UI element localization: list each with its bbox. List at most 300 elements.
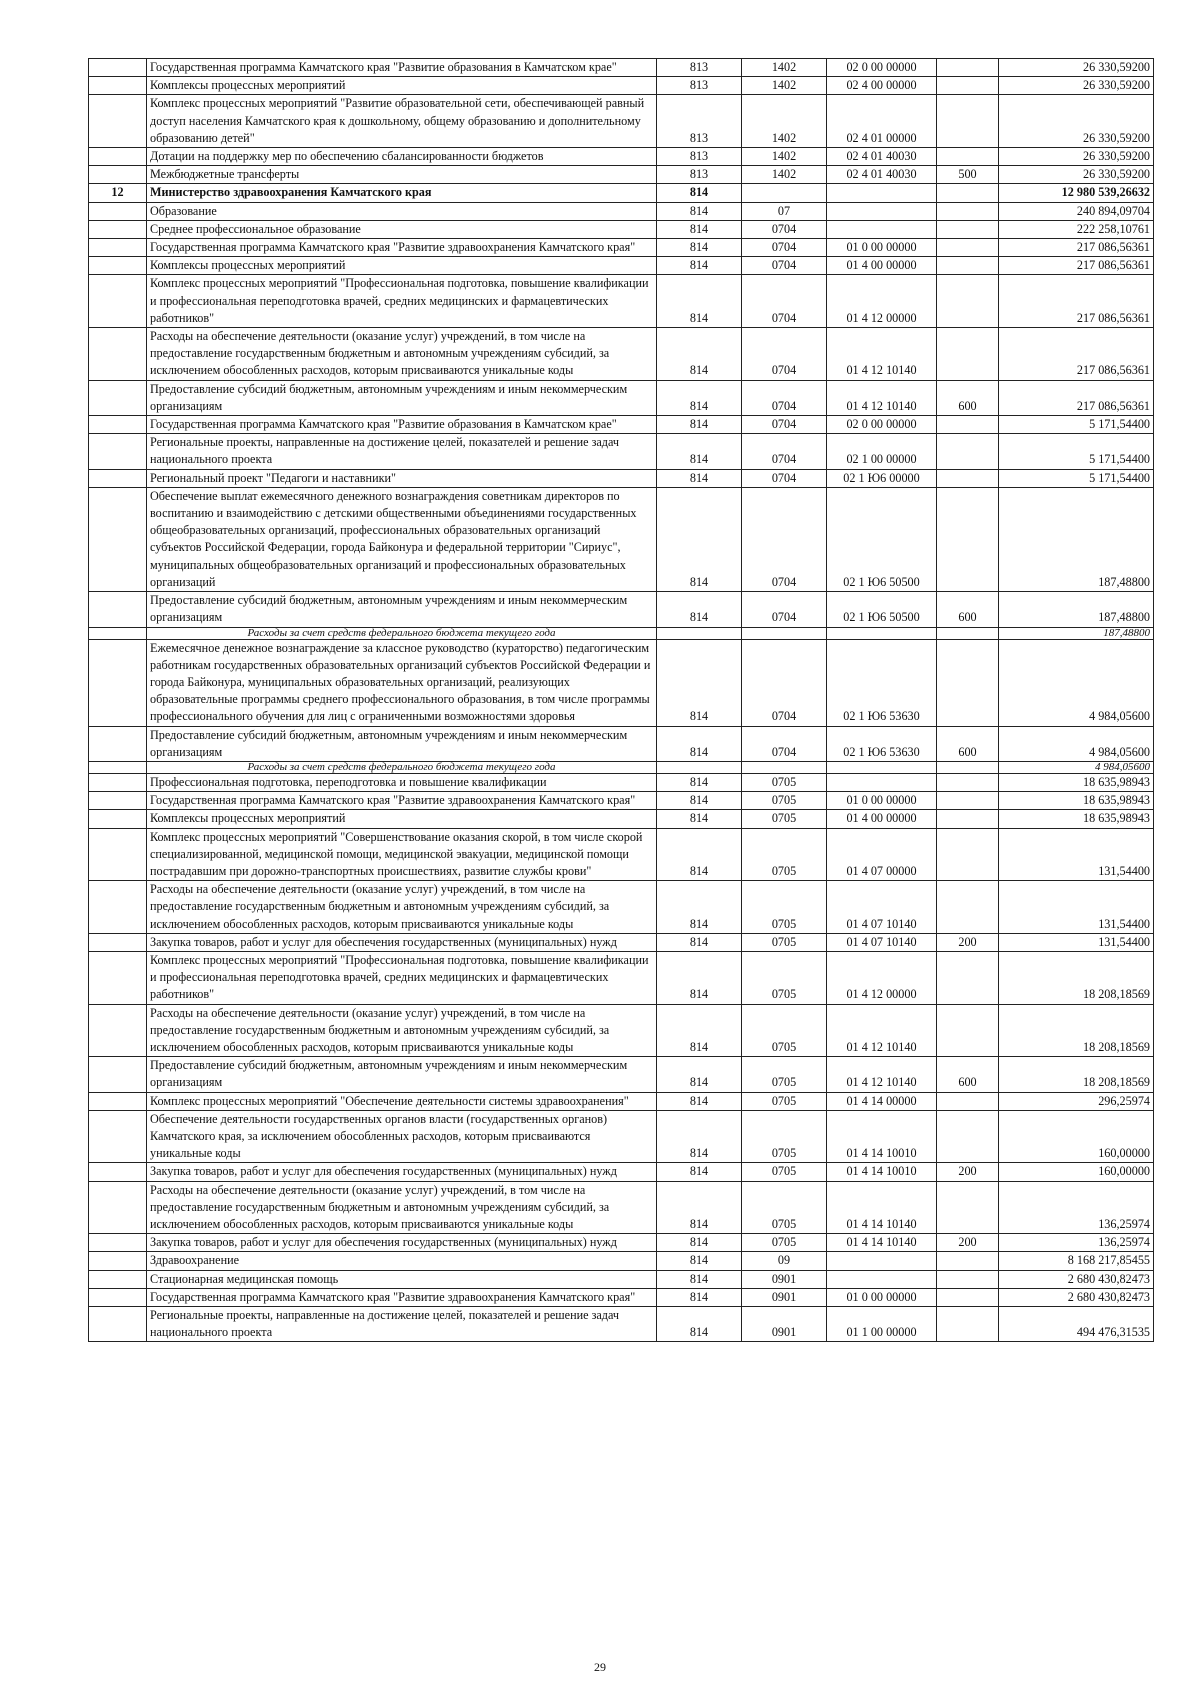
amount-cell: 18 635,98943 [999, 792, 1154, 810]
budget-row [89, 639, 1154, 726]
budget-row [89, 1092, 1154, 1110]
row-number-cell [89, 1004, 147, 1057]
expense-type-code-cell [937, 239, 999, 257]
item-name-cell: Комплексы процессных мероприятий [147, 810, 657, 828]
budget-row [89, 1288, 1154, 1306]
expense-type-code-cell [937, 416, 999, 434]
target-item-code-cell [827, 627, 937, 639]
section-code-cell: 0704 [742, 434, 827, 469]
row-number-cell [89, 469, 147, 487]
row-number-cell [89, 1234, 147, 1252]
row-number-cell [89, 166, 147, 184]
item-name-cell: Комплекс процессных мероприятий "Совершенствование оказания скорой, в том числе скорой специализированной, медицинской помощи, медицинской эвакуации, медицинской помощи пострадавшим при дорожно-транспортных происшествиях, развитие службы крови" [147, 828, 657, 881]
target-item-code-cell: 01 1 00 00000 [827, 1307, 937, 1342]
target-item-code-cell: 01 4 12 10140 [827, 1057, 937, 1092]
target-item-code-cell: 01 0 00 00000 [827, 792, 937, 810]
grbs-code-cell: 814 [657, 328, 742, 381]
expense-type-code-cell: 600 [937, 592, 999, 627]
amount-cell: 187,48800 [999, 592, 1154, 627]
amount-cell: 217 086,56361 [999, 380, 1154, 415]
amount-cell: 26 330,59200 [999, 148, 1154, 166]
item-name-cell: Стационарная медицинская помощь [147, 1270, 657, 1288]
row-number-cell [89, 828, 147, 881]
row-number-cell [89, 592, 147, 627]
row-number-cell [89, 380, 147, 415]
expense-type-code-cell [937, 59, 999, 77]
expense-type-code-cell [937, 1252, 999, 1270]
section-code-cell: 0704 [742, 592, 827, 627]
item-name-cell: Расходы за счет средств федерального бюджета текущего года [147, 627, 657, 639]
row-number-cell [89, 639, 147, 726]
expense-type-code-cell: 600 [937, 380, 999, 415]
grbs-code-cell: 814 [657, 434, 742, 469]
budget-row [89, 239, 1154, 257]
grbs-code-cell [657, 761, 742, 773]
amount-cell: 8 168 217,85455 [999, 1252, 1154, 1270]
budget-row [89, 220, 1154, 238]
expense-type-code-cell [937, 810, 999, 828]
expense-type-code-cell [937, 275, 999, 328]
budget-row [89, 1234, 1154, 1252]
item-name-cell: Дотации на поддержку мер по обеспечению сбалансированности бюджетов [147, 148, 657, 166]
row-number-cell [89, 1092, 147, 1110]
row-number-cell [89, 792, 147, 810]
grbs-code-cell: 814 [657, 1252, 742, 1270]
expense-type-code-cell [937, 1092, 999, 1110]
section-code-cell: 0704 [742, 275, 827, 328]
grbs-code-cell: 814 [657, 810, 742, 828]
item-name-cell: Закупка товаров, работ и услуг для обеспечения государственных (муниципальных) нужд [147, 1163, 657, 1181]
section-code-cell [742, 627, 827, 639]
item-name-cell: Комплекс процессных мероприятий "Профессиональная подготовка, повышение квалификации и профессиональная переподготовка врачей, средних медицинских и фармацевтических работников" [147, 951, 657, 1004]
target-item-code-cell: 02 1 Ю6 53630 [827, 639, 937, 726]
target-item-code-cell [827, 184, 937, 202]
target-item-code-cell: 01 4 12 10140 [827, 1004, 937, 1057]
budget-row [89, 726, 1154, 761]
grbs-code-cell: 814 [657, 881, 742, 934]
amount-cell: 18 208,18569 [999, 951, 1154, 1004]
target-item-code-cell: 01 4 14 10010 [827, 1163, 937, 1181]
amount-cell: 296,25974 [999, 1092, 1154, 1110]
grbs-code-cell: 814 [657, 487, 742, 591]
amount-cell: 136,25974 [999, 1234, 1154, 1252]
budget-row [89, 951, 1154, 1004]
grbs-code-cell: 814 [657, 1307, 742, 1342]
section-code-cell: 0901 [742, 1307, 827, 1342]
grbs-code-cell: 814 [657, 239, 742, 257]
item-name-cell: Расходы на обеспечение деятельности (оказание услуг) учреждений, в том числе на предоставление государственным бюджетным и автономным учреждениям субсидий, за исключением обособленных расходов, которым присваиваются уникальные коды [147, 881, 657, 934]
item-name-cell: Межбюджетные трансферты [147, 166, 657, 184]
target-item-code-cell [827, 1270, 937, 1288]
section-code-cell: 0705 [742, 951, 827, 1004]
item-name-cell: Среднее профессиональное образование [147, 220, 657, 238]
expense-type-code-cell [937, 627, 999, 639]
target-item-code-cell [827, 1252, 937, 1270]
grbs-code-cell: 814 [657, 1092, 742, 1110]
target-item-code-cell: 01 4 14 00000 [827, 1092, 937, 1110]
grbs-code-cell: 813 [657, 95, 742, 148]
section-code-cell: 1402 [742, 95, 827, 148]
grbs-code-cell: 813 [657, 148, 742, 166]
target-item-code-cell: 01 0 00 00000 [827, 1288, 937, 1306]
target-item-code-cell: 02 1 Ю6 50500 [827, 592, 937, 627]
row-number-cell [89, 328, 147, 381]
section-code-cell: 0704 [742, 416, 827, 434]
item-name-cell: Обеспечение деятельности государственных органов власти (государственных органов) Камчатского края, за исключением обособленных расходов, которым присваиваются уникальные коды [147, 1110, 657, 1163]
row-number-cell [89, 275, 147, 328]
section-code-cell: 0704 [742, 639, 827, 726]
amount-cell: 2 680 430,82473 [999, 1288, 1154, 1306]
expense-type-code-cell [937, 1270, 999, 1288]
item-name-cell: Предоставление субсидий бюджетным, автономным учреждениям и иным некоммерческим организациям [147, 380, 657, 415]
budget-row [89, 1057, 1154, 1092]
row-number-cell [89, 1163, 147, 1181]
row-number-cell [89, 810, 147, 828]
expense-type-code-cell [937, 1181, 999, 1234]
row-number-cell [89, 761, 147, 773]
budget-row [89, 1004, 1154, 1057]
item-name-cell: Предоставление субсидий бюджетным, автономным учреждениям и иным некоммерческим организациям [147, 726, 657, 761]
grbs-code-cell: 814 [657, 275, 742, 328]
section-code-cell: 0705 [742, 1057, 827, 1092]
expense-type-code-cell [937, 184, 999, 202]
target-item-code-cell: 02 1 00 00000 [827, 434, 937, 469]
amount-cell: 131,54400 [999, 933, 1154, 951]
expense-type-code-cell: 200 [937, 1163, 999, 1181]
grbs-code-cell: 814 [657, 1288, 742, 1306]
expense-type-code-cell [937, 95, 999, 148]
section-code-cell: 0704 [742, 220, 827, 238]
item-name-cell: Образование [147, 202, 657, 220]
section-code-cell: 0705 [742, 828, 827, 881]
amount-cell: 217 086,56361 [999, 257, 1154, 275]
federal-funds-note-row [89, 627, 1154, 639]
budget-row [89, 773, 1154, 791]
amount-cell: 240 894,09704 [999, 202, 1154, 220]
grbs-code-cell: 814 [657, 1110, 742, 1163]
section-code-cell: 09 [742, 1252, 827, 1270]
expense-type-code-cell [937, 1110, 999, 1163]
amount-cell: 5 171,54400 [999, 469, 1154, 487]
amount-cell: 217 086,56361 [999, 239, 1154, 257]
item-name-cell: Региональный проект "Педагоги и наставники" [147, 469, 657, 487]
section-code-cell: 0705 [742, 1163, 827, 1181]
expense-type-code-cell [937, 434, 999, 469]
target-item-code-cell: 01 4 14 10010 [827, 1110, 937, 1163]
grbs-code-cell: 814 [657, 202, 742, 220]
grbs-code-cell: 813 [657, 166, 742, 184]
grbs-code-cell: 814 [657, 792, 742, 810]
section-code-cell: 0705 [742, 1181, 827, 1234]
amount-cell: 160,00000 [999, 1163, 1154, 1181]
row-number-cell [89, 773, 147, 791]
budget-table [88, 58, 1154, 1342]
target-item-code-cell: 01 4 12 00000 [827, 275, 937, 328]
row-number-cell [89, 933, 147, 951]
item-name-cell: Комплекс процессных мероприятий "Обеспечение деятельности системы здравоохранения" [147, 1092, 657, 1110]
budget-row [89, 933, 1154, 951]
grbs-code-cell: 814 [657, 1234, 742, 1252]
row-number-cell [89, 220, 147, 238]
grbs-code-cell: 814 [657, 1270, 742, 1288]
section-code-cell: 07 [742, 202, 827, 220]
section-code-cell: 0704 [742, 328, 827, 381]
expense-type-code-cell: 200 [937, 933, 999, 951]
grbs-code-cell: 814 [657, 1004, 742, 1057]
amount-cell: 12 980 539,26632 [999, 184, 1154, 202]
budget-row [89, 257, 1154, 275]
budget-row [89, 592, 1154, 627]
section-code-cell: 0705 [742, 1234, 827, 1252]
grbs-code-cell: 813 [657, 59, 742, 77]
section-code-cell: 0705 [742, 1110, 827, 1163]
row-number-cell [89, 77, 147, 95]
item-name-cell: Расходы на обеспечение деятельности (оказание услуг) учреждений, в том числе на предоставление государственным бюджетным и автономным учреждениям субсидий, за исключением обособленных расходов, которым присваиваются уникальные коды [147, 1004, 657, 1057]
amount-cell: 4 984,05600 [999, 726, 1154, 761]
target-item-code-cell: 01 4 07 10140 [827, 933, 937, 951]
grbs-code-cell: 814 [657, 1057, 742, 1092]
amount-cell: 136,25974 [999, 1181, 1154, 1234]
target-item-code-cell: 02 1 Ю6 00000 [827, 469, 937, 487]
item-name-cell: Профессиональная подготовка, переподготовка и повышение квалификации [147, 773, 657, 791]
target-item-code-cell [827, 202, 937, 220]
section-code-cell [742, 184, 827, 202]
budget-row [89, 1110, 1154, 1163]
amount-cell: 131,54400 [999, 881, 1154, 934]
budget-row [89, 469, 1154, 487]
budget-row [89, 487, 1154, 591]
amount-cell: 18 635,98943 [999, 773, 1154, 791]
amount-cell: 18 635,98943 [999, 810, 1154, 828]
amount-cell: 222 258,10761 [999, 220, 1154, 238]
grbs-code-cell: 814 [657, 933, 742, 951]
item-name-cell: Государственная программа Камчатского края "Развитие здравоохранения Камчатского края" [147, 239, 657, 257]
target-item-code-cell: 02 4 00 00000 [827, 77, 937, 95]
section-code-cell: 0704 [742, 239, 827, 257]
target-item-code-cell: 01 4 07 10140 [827, 881, 937, 934]
grbs-code-cell: 814 [657, 416, 742, 434]
item-name-cell: Комплексы процессных мероприятий [147, 257, 657, 275]
expense-type-code-cell [937, 639, 999, 726]
federal-funds-note-row [89, 761, 1154, 773]
row-number-cell [89, 881, 147, 934]
expense-type-code-cell [937, 328, 999, 381]
section-code-cell: 0705 [742, 933, 827, 951]
budget-row [89, 1163, 1154, 1181]
expense-type-code-cell [937, 1307, 999, 1342]
item-name-cell: Предоставление субсидий бюджетным, автономным учреждениям и иным некоммерческим организациям [147, 592, 657, 627]
grbs-code-cell: 814 [657, 951, 742, 1004]
row-number-cell [89, 1288, 147, 1306]
item-name-cell: Комплекс процессных мероприятий "Профессиональная подготовка, повышение квалификации и профессиональная переподготовка врачей, средних медицинских и фармацевтических работников" [147, 275, 657, 328]
item-name-cell: Расходы на обеспечение деятельности (оказание услуг) учреждений, в том числе на предоставление государственным бюджетным и автономным учреждениям субсидий, за исключением обособленных расходов, которым присваиваются уникальные коды [147, 328, 657, 381]
amount-cell: 26 330,59200 [999, 59, 1154, 77]
target-item-code-cell [827, 220, 937, 238]
budget-row [89, 1307, 1154, 1342]
budget-row [89, 434, 1154, 469]
amount-cell: 217 086,56361 [999, 328, 1154, 381]
amount-cell: 26 330,59200 [999, 95, 1154, 148]
target-item-code-cell: 02 0 00 00000 [827, 416, 937, 434]
target-item-code-cell: 01 4 00 00000 [827, 810, 937, 828]
grbs-code-cell: 814 [657, 828, 742, 881]
expense-type-code-cell [937, 1288, 999, 1306]
target-item-code-cell: 02 1 Ю6 53630 [827, 726, 937, 761]
amount-cell: 2 680 430,82473 [999, 1270, 1154, 1288]
expense-type-code-cell [937, 792, 999, 810]
section-code-cell: 0704 [742, 469, 827, 487]
amount-cell: 18 208,18569 [999, 1004, 1154, 1057]
budget-row [89, 275, 1154, 328]
grbs-code-cell: 814 [657, 220, 742, 238]
page-number: 29 [594, 1660, 606, 1674]
grbs-code-cell: 814 [657, 592, 742, 627]
amount-cell: 187,48800 [999, 487, 1154, 591]
expense-type-code-cell: 200 [937, 1234, 999, 1252]
row-number-cell [89, 416, 147, 434]
target-item-code-cell: 01 0 00 00000 [827, 239, 937, 257]
row-number-cell [89, 1110, 147, 1163]
item-name-cell: Здравоохранение [147, 1252, 657, 1270]
amount-cell: 131,54400 [999, 828, 1154, 881]
expense-type-code-cell [937, 257, 999, 275]
target-item-code-cell: 02 4 01 00000 [827, 95, 937, 148]
expense-type-code-cell: 600 [937, 726, 999, 761]
budget-row [89, 1252, 1154, 1270]
section-code-cell: 0901 [742, 1270, 827, 1288]
item-name-cell: Государственная программа Камчатского края "Развитие здравоохранения Камчатского края" [147, 792, 657, 810]
row-number-cell [89, 1307, 147, 1342]
budget-row [89, 380, 1154, 415]
amount-cell: 217 086,56361 [999, 275, 1154, 328]
section-code-cell: 0705 [742, 1004, 827, 1057]
row-number-cell [89, 1270, 147, 1288]
target-item-code-cell: 01 4 12 10140 [827, 380, 937, 415]
grbs-code-cell: 814 [657, 1181, 742, 1234]
row-number-cell [89, 202, 147, 220]
expense-type-code-cell [937, 487, 999, 591]
budget-row [89, 328, 1154, 381]
amount-cell: 4 984,05600 [999, 761, 1154, 773]
target-item-code-cell: 01 4 00 00000 [827, 257, 937, 275]
budget-row [89, 166, 1154, 184]
budget-row [89, 881, 1154, 934]
row-number-cell [89, 726, 147, 761]
expense-type-code-cell: 500 [937, 166, 999, 184]
target-item-code-cell: 01 4 14 10140 [827, 1234, 937, 1252]
section-code-cell [742, 761, 827, 773]
amount-cell: 5 171,54400 [999, 416, 1154, 434]
budget-row [89, 184, 1154, 202]
row-number-cell [89, 148, 147, 166]
expense-type-code-cell [937, 77, 999, 95]
item-name-cell: Расходы на обеспечение деятельности (оказание услуг) учреждений, в том числе на предоставление государственным бюджетным и автономным учреждениям субсидий, за исключением обособленных расходов, которым присваиваются уникальные коды [147, 1181, 657, 1234]
grbs-code-cell: 814 [657, 469, 742, 487]
budget-table-container [88, 58, 1153, 1342]
grbs-code-cell: 814 [657, 380, 742, 415]
grbs-code-cell: 814 [657, 773, 742, 791]
target-item-code-cell [827, 761, 937, 773]
row-number-cell [89, 434, 147, 469]
target-item-code-cell: 02 4 01 40030 [827, 166, 937, 184]
section-code-cell: 0705 [742, 1092, 827, 1110]
section-code-cell: 0704 [742, 487, 827, 591]
expense-type-code-cell [937, 1004, 999, 1057]
target-item-code-cell: 01 4 12 00000 [827, 951, 937, 1004]
budget-row [89, 148, 1154, 166]
section-code-cell: 0901 [742, 1288, 827, 1306]
section-code-cell: 1402 [742, 148, 827, 166]
row-number-cell: 12 [89, 184, 147, 202]
expense-type-code-cell [937, 761, 999, 773]
amount-cell: 160,00000 [999, 1110, 1154, 1163]
section-code-cell: 0705 [742, 773, 827, 791]
section-code-cell: 0705 [742, 792, 827, 810]
item-name-cell: Ежемесячное денежное вознаграждение за классное руководство (кураторство) педагогическим работникам государственных образовательных организаций субъектов Российской Федерации и города Байконура, муниципальных образовательных организаций, реализующих образовательные программы среднего профессионального образования, в том числе программы профессионального обучения для лиц с ограниченными возможностями здоровья [147, 639, 657, 726]
budget-row [89, 77, 1154, 95]
amount-cell: 494 476,31535 [999, 1307, 1154, 1342]
item-name-cell: Региональные проекты, направленные на достижение целей, показателей и решение задач национального проекта [147, 434, 657, 469]
amount-cell: 5 171,54400 [999, 434, 1154, 469]
row-number-cell [89, 59, 147, 77]
grbs-code-cell: 814 [657, 1163, 742, 1181]
section-code-cell: 0705 [742, 881, 827, 934]
row-number-cell [89, 239, 147, 257]
budget-row [89, 202, 1154, 220]
grbs-code-cell: 814 [657, 639, 742, 726]
budget-row [89, 792, 1154, 810]
section-code-cell: 0704 [742, 257, 827, 275]
target-item-code-cell [827, 773, 937, 791]
row-number-cell [89, 1252, 147, 1270]
budget-row [89, 95, 1154, 148]
item-name-cell: Государственная программа Камчатского края "Развитие здравоохранения Камчатского края" [147, 1288, 657, 1306]
expense-type-code-cell [937, 828, 999, 881]
row-number-cell [89, 627, 147, 639]
row-number-cell [89, 487, 147, 591]
amount-cell: 187,48800 [999, 627, 1154, 639]
item-name-cell: Обеспечение выплат ежемесячного денежного вознаграждения советникам директоров по воспитанию и взаимодействию с детскими общественными объединениями государственных общеобразовательных организаций, профессиональных образовательных организаций субъектов Российской Федерации, города Байконура и федеральной территории "Сириус", муниципальных общеобразовательных организаций и профессиональных образовательных организаций [147, 487, 657, 591]
item-name-cell: Комплекс процессных мероприятий "Развитие образовательной сети, обеспечивающей равный доступ населения Камчатского края к дошкольному, общему образованию и дополнительному образованию детей" [147, 95, 657, 148]
budget-row [89, 828, 1154, 881]
section-code-cell: 0705 [742, 810, 827, 828]
item-name-cell: Комплексы процессных мероприятий [147, 77, 657, 95]
target-item-code-cell: 01 4 07 00000 [827, 828, 937, 881]
budget-row [89, 1181, 1154, 1234]
section-code-cell: 1402 [742, 77, 827, 95]
expense-type-code-cell [937, 202, 999, 220]
item-name-cell: Закупка товаров, работ и услуг для обеспечения государственных (муниципальных) нужд [147, 933, 657, 951]
grbs-code-cell [657, 627, 742, 639]
budget-row [89, 416, 1154, 434]
item-name-cell: Закупка товаров, работ и услуг для обеспечения государственных (муниципальных) нужд [147, 1234, 657, 1252]
grbs-code-cell: 814 [657, 184, 742, 202]
row-number-cell [89, 1057, 147, 1092]
section-code-cell: 0704 [742, 380, 827, 415]
grbs-code-cell: 814 [657, 257, 742, 275]
section-code-cell: 1402 [742, 166, 827, 184]
expense-type-code-cell [937, 881, 999, 934]
budget-row [89, 1270, 1154, 1288]
budget-table-body [89, 59, 1154, 1342]
expense-type-code-cell [937, 773, 999, 791]
target-item-code-cell: 01 4 12 10140 [827, 328, 937, 381]
row-number-cell [89, 95, 147, 148]
expense-type-code-cell: 600 [937, 1057, 999, 1092]
item-name-cell: Региональные проекты, направленные на достижение целей, показателей и решение задач национального проекта [147, 1307, 657, 1342]
expense-type-code-cell [937, 220, 999, 238]
amount-cell: 18 208,18569 [999, 1057, 1154, 1092]
